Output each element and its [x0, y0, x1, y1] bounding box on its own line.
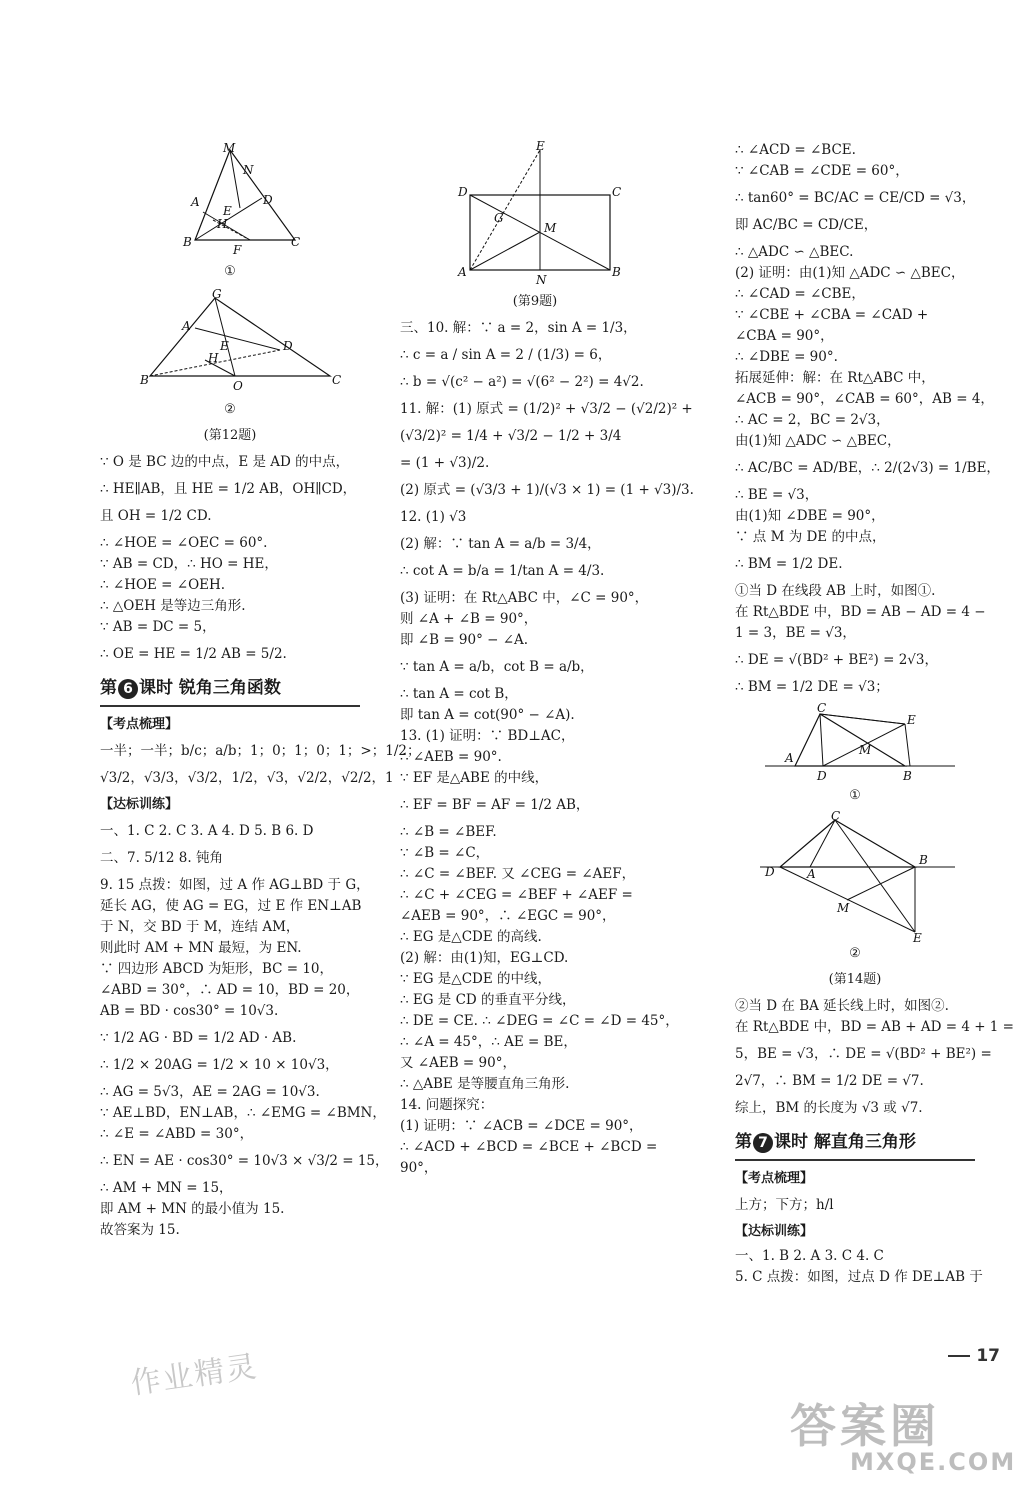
- figure-12-label-1: ①: [224, 264, 236, 279]
- text-line: ∠AEB = 90°，∴ ∠EGC = 90°，: [400, 908, 616, 925]
- text-line: 13. (1) 证明：∵ BD⊥AC，: [400, 728, 575, 745]
- text-line: ∵ AB = CD，∴ HO = HE，: [100, 556, 278, 573]
- svg-text:D: D: [817, 769, 827, 783]
- text-line: (2) 解：∵ tan A = a/b = 3/4，: [400, 536, 601, 553]
- lesson-7-heading: [735, 1129, 975, 1160]
- text-line: 又 ∠AEB = 90°，: [400, 1055, 516, 1072]
- lesson-6-number: 6: [118, 679, 138, 699]
- figure-9-caption: (第9题): [512, 294, 558, 309]
- lesson-6-heading: [100, 675, 360, 706]
- section-dabiao: 【达标训练】: [100, 796, 179, 812]
- text-line: ∵ ∠CBE + ∠CBA = ∠CAD +: [735, 307, 929, 323]
- svg-text:D: D: [765, 865, 775, 880]
- text-line: 则 ∠A + ∠B = 90°，: [400, 611, 538, 628]
- text-line: ∴ ∠CAD = ∠CBE，: [735, 286, 865, 302]
- text-line: ∵ 1/2 AG · BD = 1/2 AD · AB.: [100, 1030, 297, 1047]
- text-line: 故答案为 15.: [100, 1222, 180, 1239]
- svg-text:C: C: [612, 185, 622, 199]
- text-line: 90°，: [400, 1160, 438, 1177]
- svg-text:B: B: [183, 235, 192, 249]
- text-line: ∴ AC = 2，BC = 2√3，: [735, 412, 890, 428]
- text-line: ∵ 四边形 ABCD 为矩形，BC = 10，: [100, 961, 334, 978]
- text-line: ∴ DE = √(BD² + BE²) = 2√3，: [735, 652, 939, 668]
- text-line: ∴ BM = 1/2 DE.: [735, 556, 843, 572]
- text-line: = (1 + √3)/2.: [400, 455, 490, 472]
- svg-text:N: N: [243, 163, 254, 177]
- figure-14-label-1: ①: [849, 788, 861, 803]
- svg-text:C: C: [831, 809, 841, 824]
- text-line: 1 = 3，BE = √3，: [735, 625, 856, 641]
- figure-9: [450, 140, 620, 290]
- text-line: ∴ ∠C + ∠CEG = ∠BEF + ∠AEF =: [400, 887, 633, 904]
- text-line: 11. 解：(1) 原式 = (1/2)² + √3/2 − (√2/2)² +: [400, 401, 693, 418]
- text-line: ∴ b = √(c² − a²) = √(6² − 2²) = 4√2.: [400, 374, 644, 391]
- text-line: ∴ OE = HE = 1/2 AB = 5/2.: [100, 646, 287, 663]
- svg-text:B: B: [919, 853, 928, 868]
- figure-14-2: [755, 809, 955, 946]
- text-line: ∴ HE∥AB，且 HE = 1/2 AB，OH∥CD，: [100, 481, 357, 498]
- svg-text:M: M: [223, 141, 236, 155]
- text-line: ∴ ∠A = 45°，∴ AE = BE，: [400, 1034, 577, 1051]
- text-line: ∴ tan60° = BC/AC = CE/CD = √3，: [735, 190, 976, 206]
- svg-text:E: E: [536, 139, 545, 153]
- text-line: (√3/2)² = 1/4 + √3/2 − 1/2 + 3/4: [400, 428, 622, 445]
- figure-12-caption: (第12题): [203, 428, 257, 444]
- lesson-7-prefix: 第: [735, 1132, 752, 1153]
- text-line: (2) 证明：由(1)知 △ADC ∽ △BEC，: [735, 265, 965, 281]
- text-line: ①当 D 在线段 AB 上时，如图①.: [735, 583, 936, 599]
- text-line: ∴ ∠AEB = 90°.: [400, 749, 502, 766]
- text-line: ∴ △ABE 是等腰直角三角形.: [400, 1076, 570, 1093]
- text-line: 14. 问题探究：: [400, 1097, 494, 1114]
- svg-text:A: A: [785, 751, 794, 765]
- column-right: [735, 140, 1014, 1288]
- text-line: ∴ ∠ACD = ∠BCE.: [735, 142, 856, 158]
- svg-text:A: A: [458, 265, 467, 279]
- text-line: ∵ ∠B = ∠C，: [400, 845, 490, 862]
- text-line: 一半；一半；b/c；a/b；1；0；1；0；1；>；1/2；: [100, 742, 421, 759]
- text-line: 5，BE = √3，∴ DE = √(BD² + BE²) =: [735, 1046, 992, 1063]
- svg-text:A: A: [182, 319, 191, 334]
- watermark-text: 作业精灵: [128, 1349, 261, 1402]
- text-line: ∠ABD = 30°，∴ AD = 10，BD = 20，: [100, 982, 360, 999]
- section-dabiao: 【达标训练】: [735, 1223, 814, 1239]
- text-line: ∠CBA = 90°，: [735, 328, 834, 344]
- text-line: ∴ BM = 1/2 DE = √3；: [735, 679, 889, 695]
- text-line: 12. (1) √3: [400, 509, 467, 526]
- text-line: 即 tan A = cot(90° − ∠A).: [400, 707, 575, 724]
- text-line: ∴ AC/BC = AD/BE，∴ 2/(2√3) = 1/BE，: [735, 460, 1000, 476]
- text-line: 上方；下方；h/l: [735, 1196, 834, 1213]
- svg-text:C: C: [332, 373, 342, 388]
- svg-text:A: A: [191, 195, 200, 209]
- figure-12-1: [155, 140, 305, 260]
- svg-text:H: H: [217, 217, 228, 231]
- text-line: AB = BD · cos30° = 10√3.: [100, 1003, 279, 1020]
- text-line: ∵ EF 是△ABE 的中线，: [400, 770, 549, 787]
- text-line: ∵ O 是 BC 边的中点，E 是 AD 的中点，: [100, 454, 350, 471]
- page-number-value: 17: [976, 1346, 1000, 1366]
- text-line: ②当 D 在 BA 延长线上时，如图②.: [735, 998, 949, 1015]
- text-line: 一、1. B 2. A 3. C 4. C: [735, 1248, 884, 1265]
- text-line: ∠ACB = 90°，∠CAB = 60°，AB = 4，: [735, 391, 994, 407]
- text-line: ∴ △ADC ∽ △BEC.: [735, 244, 854, 260]
- text-line: 在 Rt△BDE 中，BD = AB − AD = 4 −: [735, 604, 986, 620]
- text-line: (2) 解：由(1)知，EG⊥CD.: [400, 950, 569, 967]
- column-middle: [400, 139, 694, 1179]
- svg-text:D: D: [263, 193, 273, 207]
- svg-text:B: B: [612, 265, 621, 279]
- section-kaodian: 【考点梳理】: [735, 1170, 814, 1186]
- text-line: ∵ 点 M 为 DE 的中点，: [735, 529, 886, 545]
- text-line: ∴ △OEH 是等边三角形.: [100, 598, 246, 615]
- text-line: ∴ cot A = b/a = 1/tan A = 4/3.: [400, 563, 605, 580]
- text-line: ∴ ∠HOE = ∠OEH.: [100, 577, 226, 594]
- lesson-7-number: 7: [753, 1133, 773, 1153]
- svg-text:G: G: [212, 287, 222, 302]
- text-line: ∵ tan A = a/b，cot B = a/b，: [400, 659, 594, 676]
- text-line: 2√7，∴ BM = 1/2 DE = √7.: [735, 1073, 924, 1090]
- svg-text:D: D: [458, 185, 468, 199]
- svg-text:E: E: [223, 204, 232, 218]
- watermark-logo: 答案圈: [790, 1399, 940, 1453]
- svg-text:B: B: [140, 373, 149, 388]
- text-line: ∴ 1/2 × 20AG = 1/2 × 10 × 10√3，: [100, 1057, 339, 1074]
- text-line: 二、7. 5/12 8. 钝角: [100, 850, 223, 867]
- text-line: ∴ EG 是 CD 的垂直平分线，: [400, 992, 576, 1009]
- text-line: ∴ EF = BF = AF = 1/2 AB，: [400, 797, 590, 814]
- svg-text:C: C: [817, 701, 827, 715]
- watermark-url: MXQE.COM: [850, 1448, 1016, 1476]
- svg-text:F: F: [233, 243, 242, 257]
- figure-14-label-2: ②: [849, 946, 861, 962]
- section-kaodian: 【考点梳理】: [100, 716, 179, 732]
- text-line: (1) 证明：∵ ∠ACB = ∠DCE = 90°，: [400, 1118, 643, 1135]
- text-line: ∴ EG 是△CDE 的高线.: [400, 929, 542, 946]
- text-line: ∵ EG 是△CDE 的中线，: [400, 971, 551, 988]
- svg-text:D: D: [283, 339, 293, 354]
- text-line: 综上，BM 的长度为 √3 或 √7.: [735, 1100, 923, 1117]
- text-line: 于 N，交 BD 于 M，连结 AM，: [100, 919, 300, 936]
- text-line: 拓展延伸：解：在 Rt△ABC 中，: [735, 370, 935, 386]
- svg-text:E: E: [913, 931, 922, 946]
- svg-text:H: H: [208, 351, 219, 366]
- svg-text:E: E: [220, 339, 229, 354]
- svg-text:C: C: [291, 235, 301, 249]
- svg-text:E: E: [907, 713, 916, 727]
- text-line: ∴ ∠DBE = 90°.: [735, 349, 838, 365]
- text-line: ∴ ∠HOE = ∠OEC = 60°.: [100, 535, 268, 552]
- text-line: (2) 原式 = (√3/3 + 1)/(√3 × 1) = (1 + √3)/3.: [400, 482, 694, 499]
- page-number-dash: [948, 1355, 970, 1357]
- figure-14-1: [755, 701, 955, 784]
- text-line: ∴ ∠B = ∠BEF.: [400, 824, 497, 841]
- svg-text:G: G: [494, 211, 504, 225]
- text-line: (3) 证明：在 Rt△ABC 中，∠C = 90°，: [400, 590, 649, 607]
- text-line: 延长 AG，使 AG = EG，过 E 作 EN⊥AB: [100, 898, 362, 915]
- text-line: 即 ∠B = 90° − ∠A.: [400, 632, 529, 649]
- figure-14-caption: (第14题): [828, 972, 882, 988]
- svg-text:M: M: [544, 221, 557, 235]
- text-line: 即 AM + MN 的最小值为 15.: [100, 1201, 285, 1218]
- text-line: ∴ ∠ACD + ∠BCD = ∠BCE + ∠BCD =: [400, 1139, 658, 1156]
- text-line: 5. C 点拨：如图，过点 D 作 DE⊥AB 于: [735, 1269, 983, 1286]
- text-line: 三、10. 解：∵ a = 2，sin A = 1/3，: [400, 320, 637, 337]
- text-line: 由(1)知 ∠DBE = 90°，: [735, 508, 885, 524]
- figure-12-label-2: ②: [224, 402, 236, 418]
- figure-12-2: [120, 288, 340, 398]
- text-line: ∴ c = a / sin A = 2 / (1/3) = 6，: [400, 347, 612, 364]
- svg-text:N: N: [536, 273, 547, 287]
- text-line: ∵ AE⊥BD，EN⊥AB，∴ ∠EMG = ∠BMN，: [100, 1105, 386, 1122]
- text-line: ∴ EN = AE · cos30° = 10√3 × √3/2 = 15，: [100, 1153, 389, 1170]
- text-line: ∴ ∠E = ∠ABD = 30°，: [100, 1126, 254, 1143]
- text-line: ∴ AG = 5√3，AE = 2AG = 10√3.: [100, 1084, 320, 1101]
- text-line: ∵ AB = DC = 5，: [100, 619, 216, 636]
- text-line: 9. 15 点拨：如图，过 A 作 AG⊥BD 于 G，: [100, 877, 370, 894]
- text-line: ∴ AM + MN = 15，: [100, 1180, 233, 1197]
- svg-text:M: M: [859, 743, 872, 757]
- text-line: ∴ BE = √3，: [735, 487, 819, 503]
- svg-text:B: B: [903, 769, 912, 783]
- text-line: √3/2，√3/3，√3/2，1/2，√3，√2/2，√2/2，1: [100, 769, 394, 786]
- lesson-6-title: 课时 锐角三角函数: [139, 678, 281, 699]
- text-line: 一、1. C 2. C 3. A 4. D 5. B 6. D: [100, 823, 314, 840]
- lesson-6-prefix: 第: [100, 678, 117, 699]
- text-line: ∴ DE = CE. ∴ ∠DEG = ∠C = ∠D = 45°，: [400, 1013, 679, 1030]
- text-line: 在 Rt△BDE 中，BD = AB + AD = 4 + 1 =: [735, 1019, 1014, 1036]
- lesson-7-title: 课时 解直角三角形: [774, 1132, 916, 1153]
- text-line: 且 OH = 1/2 CD.: [100, 508, 212, 525]
- page-number: [948, 1346, 1000, 1366]
- text-line: 即 AC/BC = CD/CE，: [735, 217, 878, 233]
- text-line: 则此时 AM + MN 最短，为 EN.: [100, 940, 302, 957]
- svg-text:M: M: [837, 901, 850, 916]
- text-line: ∴ tan A = cot B，: [400, 686, 518, 703]
- text-line: ∵ ∠CAB = ∠CDE = 60°，: [735, 163, 909, 179]
- svg-text:O: O: [233, 379, 243, 394]
- svg-text:A: A: [807, 867, 816, 882]
- text-line: ∴ ∠C = ∠BEF. 又 ∠CEG = ∠AEF，: [400, 866, 636, 883]
- text-line: 由(1)知 △ADC ∽ △BEC，: [735, 433, 901, 449]
